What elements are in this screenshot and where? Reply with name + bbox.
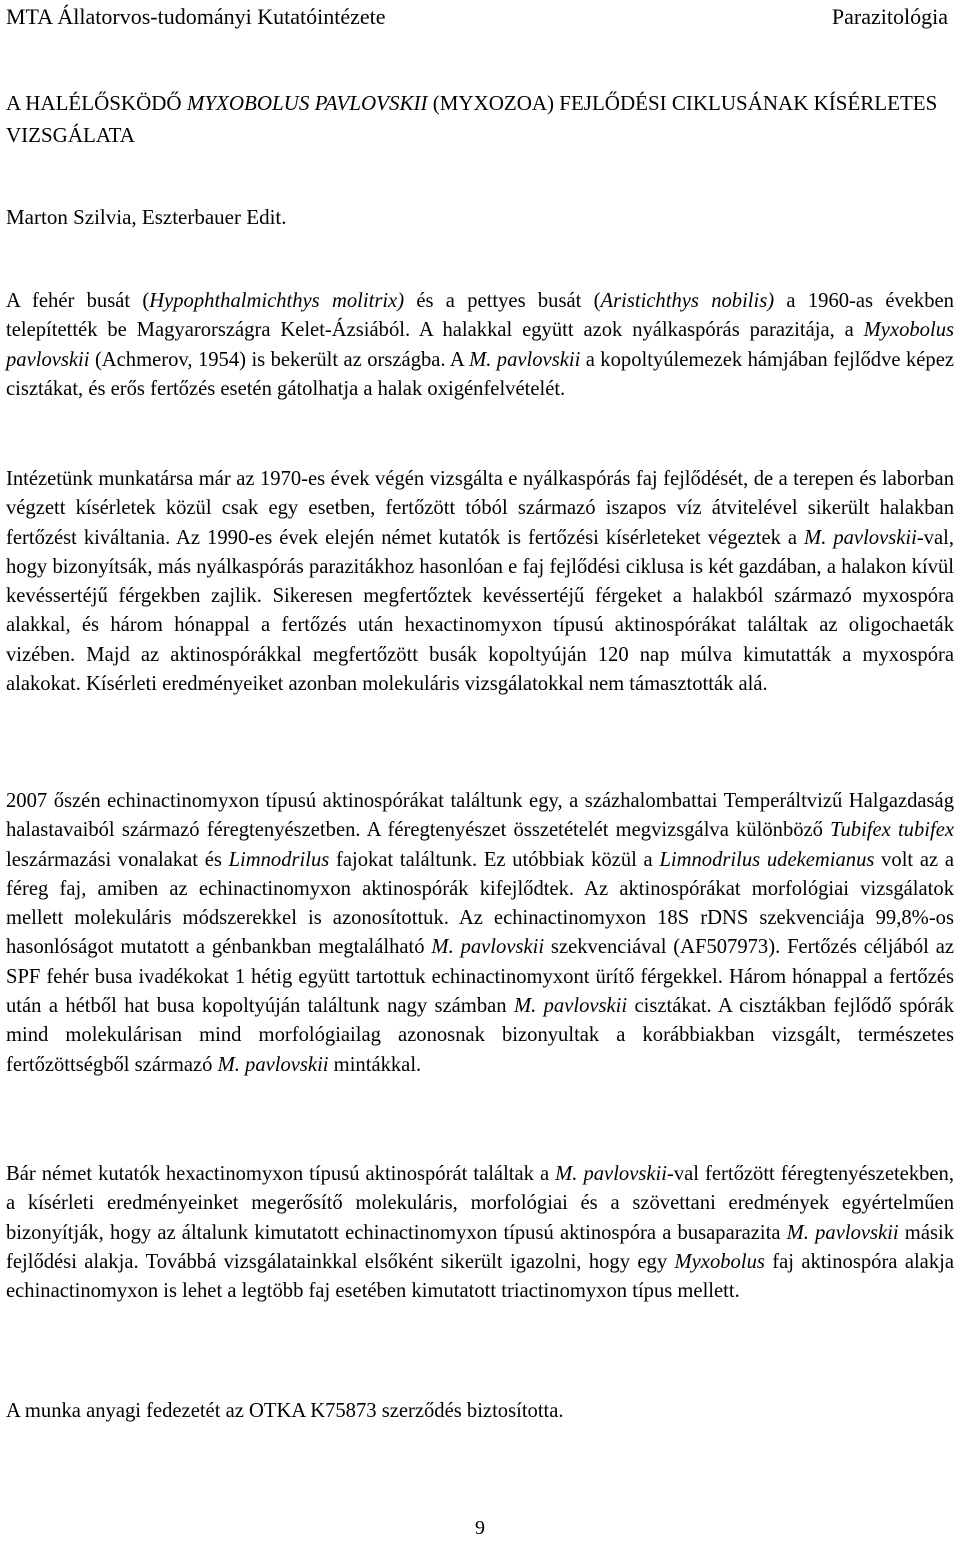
paragraph-funding: A munka anyagi fedezetét az OTKA K75873 szerződés biztosította.: [6, 1400, 564, 1422]
title-text-end: (MYXOZOA) FEJLŐDÉSI CIKLUSÁNAK KÍSÉRLETES VIZSGÁLATA: [6, 91, 938, 147]
paragraph-background: Intézetünk munkatársa már az 1970-es évek végén vizsgálta e nyálkaspórás faj fejlődését, de a terepen és laborban végzett kísérletek közül csak egy esetben, fertőzött tóból származó iszapos víz átvitelével sikerült halakban fertőzést kiváltania. Az 1990-es évek elején német kutatók is fertőzési kísérleteket végeztek a M. pavlovskii-val, hogy bizonyítsák, más nyálkaspórás parazitákhoz hasonlóan e faj fejlődési ciklusa is két gazdában, a halakon kívül kevéssertéjű férgekben zajlik. Sikeresen megfertőztek kevéssertéjű férgeket a halakból származó myxospóra alakkal, és három hónappal a fertőzés után hexactinomyxon típusú aktinospórákat találtak az oligochaeták vizében. Majd az aktinospórákkal megfertőzött busák kopoltyúján 120 nap múlva kimutatták a myxospóra alakokat. Kísérleti eredményeiket azonban molekuláris vizsgálatokkal nem támasztották alá.: [6, 468, 954, 696]
paragraph-results: 2007 őszén echinactinomyxon típusú aktinospórákat találtunk egy, a százhalombattai Temperáltvizű Halgazdaság halastavaiból származó féregtenyészetben. A féregtenyészet összetételét megvizsgálva különböző Tubifex tubifex leszármazási vonalakat és Limnodrilus fajokat találtunk. Ez utóbbiak közül a Limnodrilus udekemianus volt az a féreg faj, amiben az echinactinomyxon aktinospórák kifejlődtek. Az aktinospórákat morfológiai vizsgálatok mellett molekuláris módszerekkel is azonosítottuk. Az echinactinomyxon 18S rDNS szekvenciája 99,8%-os hasonlóságot mutatott a génbankban megtalálható M. pavlovskii szekvenciával (AF507973). Fertőzés céljából az SPF fehér busa ivadékokat 1 hétig együtt tartottuk echinactinomyxont ürítő férgekkel. Három hónappal a fertőzés után a hétből hat busa kopoltyúján találtunk nagy számban M. pavlovskii cisztákat. A cisztákban fejlődő spórák mind molekulárisan mind morfológiailag azonosnak bizonyultak a korábbiakban vizsgált, természetes fertőzöttségből származó M. pavlovskii mintákkal.: [6, 790, 955, 1076]
header-section: Parazitológia: [831, 4, 948, 29]
authors: Marton Szilvia, Eszterbauer Edit.: [6, 205, 287, 229]
header-institute: MTA Állatorvos-tudományi Kutatóintézete: [6, 4, 386, 29]
running-header: [6, 4, 948, 30]
title-text: A HALÉLŐSKÖDŐ: [6, 91, 187, 115]
paragraph-introduction: A fehér busát (Hypophthalmichthys molitrix) és a pettyes busát (Aristichthys nobilis) a 1960-as években telepítették be Magyarországra Kelet-Ázsiából. A halakkal együtt azok nyálkaspórás parazitája, a Myxobolus pavlovskii (Achmerov, 1954) is bekerült az országba. A M. pavlovskii a kopoltyúlemezek hámjában fejlődve képez cisztákat, és erős fertőzés esetén gátolhatja a halak oxigénfelvételét.: [6, 290, 954, 400]
article-title: [6, 87, 950, 151]
page-number: 9: [475, 1517, 485, 1539]
title-species: MYXOBOLUS PAVLOVSKII: [186, 91, 428, 115]
paragraph-conclusion: Bár német kutatók hexactinomyxon típusú aktinospórát találtak a M. pavlovskii-val fertőzött féregtenyészetekben, a kísérleti eredményeinket megerősítő molekuláris, morfológiai és a szövettani eredmények egyértelműen bizonyítják, hogy az általunk kimutatott echinactinomyxon típusú aktinospóra a busaparazita M. pavlovskii másik fejlődési alakja. Továbbá vizsgálatainkkal elsőként sikerült igazolni, hogy egy Myxobolus faj aktinospóra alakja echinactinomyxon is lehet a legtöbb faj esetében kimutatott triactinomyxon típus mellett.: [6, 1163, 955, 1303]
